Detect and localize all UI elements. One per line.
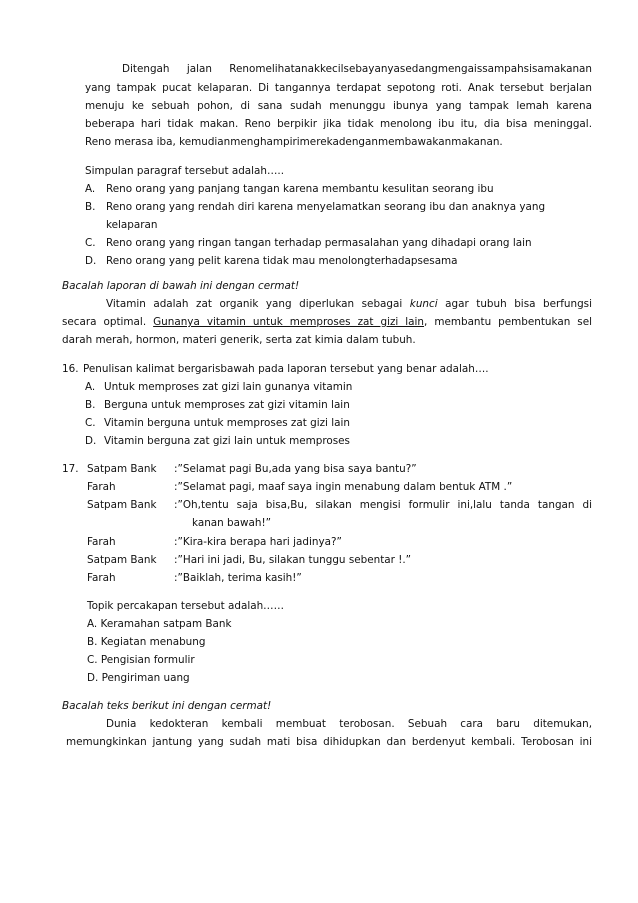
q16-option-a-text: Untuk memproses zat gizi lain gunanya vitamin	[104, 381, 353, 393]
q17-option-b: B. Kegiatan menabung	[87, 636, 206, 648]
dialogue-line: :”Selamat pagi, maaf saya ingin menabung dalam bentuk ATM .”	[174, 481, 513, 493]
q16-prompt: Penulisan kalimat bergarisbawah pada laporan tersebut yang benar adalah….	[83, 363, 489, 375]
dialogue-speaker: Farah	[87, 536, 116, 548]
dialogue-line: :”Baiklah, terima kasih!”	[174, 572, 302, 584]
instruction-text: Bacalah teks berikut ini dengan cermat!	[62, 700, 272, 712]
q17-option-a: A. Keramahan satpam Bank	[87, 618, 232, 630]
dialogue-speaker: Satpam Bank	[87, 499, 157, 511]
q17-option-c: C. Pengisian formulir	[87, 654, 195, 666]
q15-option-a-letter: A.	[85, 183, 96, 195]
q17-prompt: Topik percakapan tersebut adalah……	[87, 600, 284, 612]
passage1-line-3: menuju ke sebuah pohon, di sana sudah menunggu ibunya yang tampak lemah karena	[85, 100, 592, 112]
dialogue-line: :”Hari ini jadi, Bu, silakan tunggu sebentar !.”	[174, 554, 412, 566]
dialogue-speaker: Farah	[87, 481, 116, 493]
report-line-2	[62, 316, 592, 329]
dialogue-speaker: Satpam Bank	[87, 554, 157, 566]
report-line-3: darah merah, hormon, materi generik, serta zat kimia dalam tubuh.	[62, 334, 416, 346]
q15-option-c-letter: C.	[85, 237, 96, 249]
q15-option-b-letter: B.	[85, 201, 96, 213]
dialogue-line-cont: kanan bawah!”	[192, 517, 272, 529]
report-line-1-start: Vitamin adalah zat organik yang diperlukan sebagai	[106, 298, 410, 310]
dialogue-line: :”Kira-kira berapa hari jadinya?”	[174, 536, 342, 548]
q16-option-d-text: Vitamin berguna zat gizi lain untuk memproses	[104, 435, 350, 447]
q16-option-d-letter: D.	[85, 435, 97, 447]
report-line-2-start: secara optimal.	[62, 316, 154, 328]
q15-prompt: Simpulan paragraf tersebut adalah…..	[85, 165, 284, 177]
report-italic-word: kunci	[409, 298, 438, 310]
passage2-line-2: memungkinkan jantung yang sudah mati bisa dihidupkan dan berdenyut kembali. Terobosan ini	[66, 736, 592, 748]
passage1-line-5: Reno merasa iba, kemudianmenghampirimerekadenganmembawakanmakanan.	[85, 136, 503, 148]
q15-option-b-text-cont: kelaparan	[106, 219, 158, 231]
dialogue-line: :”Oh,tentu saja bisa,Bu, silakan mengisi formulir ini,lalu tanda tangan di	[174, 499, 592, 511]
dialogue-speaker: Satpam Bank	[87, 463, 157, 475]
passage2-line-1: Dunia kedokteran kembali membuat terobosan. Sebuah cara baru ditemukan,	[106, 718, 592, 730]
report-line-1	[106, 298, 592, 311]
dialogue-speaker: Farah	[87, 572, 116, 584]
q17-number: 17.	[62, 463, 79, 475]
instruction-report: Bacalah laporan di bawah ini dengan cermat!	[62, 280, 300, 292]
q16-option-c-letter: C.	[85, 417, 96, 429]
q15-option-d-letter: D.	[85, 255, 97, 267]
dialogue-line: :”Selamat pagi Bu,ada yang bisa saya bantu?”	[174, 463, 417, 475]
q16-option-b-text: Berguna untuk memproses zat gizi vitamin lain	[104, 399, 350, 411]
q15-option-a-text: Reno orang yang panjang tangan karena membantu kesulitan seorang ibu	[106, 183, 494, 195]
report-line-1-end: agar tubuh bisa berfungsi	[437, 298, 592, 310]
passage1-line-1: Ditengah jalan Renomelihatanakkecilsebayanyasedangmengaissampahsisamakanan	[122, 63, 592, 75]
q16-option-c-text: Vitamin berguna untuk memproses zat gizi lain	[104, 417, 350, 429]
q16-option-b-letter: B.	[85, 399, 96, 411]
passage1-line-4: beberapa hari tidak makan. Reno berpikir jika tidak menolong ibu itu, dia bisa meninggal.	[85, 118, 592, 130]
q16-option-a-letter: A.	[85, 381, 96, 393]
report-underlined-sentence: Gunanya vitamin untuk memproses zat gizi lain	[153, 316, 425, 328]
q16-number: 16.	[62, 363, 79, 375]
q15-option-d-text: Reno orang yang pelit karena tidak mau menolongterhadapsesama	[106, 255, 458, 267]
report-line-2-end: , membantu pembentukan sel	[424, 316, 592, 328]
q17-option-d: D. Pengiriman uang	[87, 672, 190, 684]
passage1-line-2: yang tampak pucat kelaparan. Di tangannya terdapat sepotong roti. Anak tersebut berjalan	[85, 82, 592, 94]
q15-option-b-text: Reno orang yang rendah diri karena menyelamatkan seorang ibu dan anaknya yang	[106, 201, 546, 213]
q15-option-c-text: Reno orang yang ringan tangan terhadap permasalahan yang dihadapi orang lain	[106, 237, 532, 249]
